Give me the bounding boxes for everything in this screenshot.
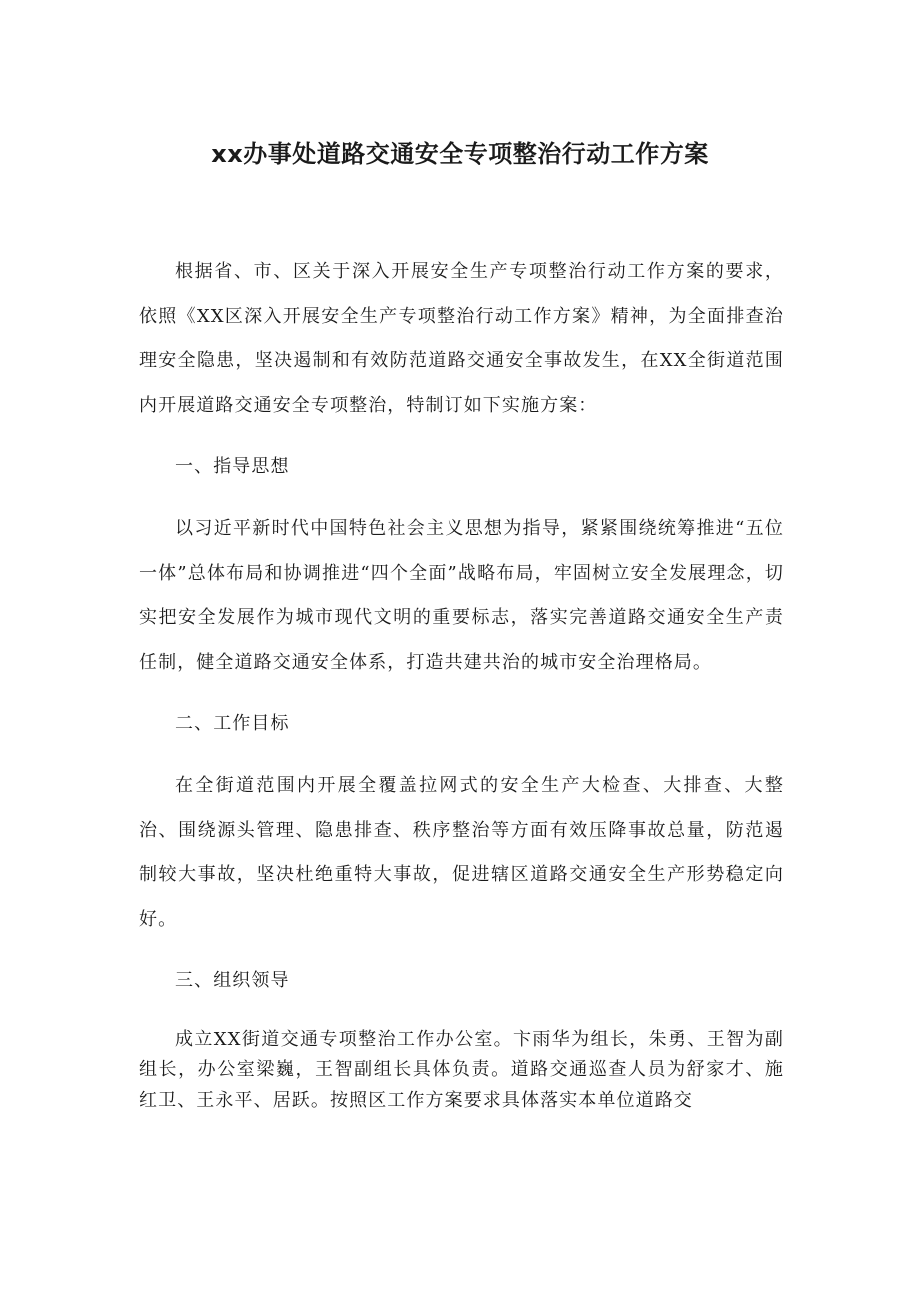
section-heading-work-goals: 二、工作目标 (175, 713, 290, 735)
section-body-organization: 成立XX街道交通专项整治工作办公室。卞雨华为组长，朱勇、王智为副组长，办公室梁巍，王智副组长具体负责。道路交通巡查人员为舒家才、施红卫、王永平、居跃。按照区工作方案要求具体落实本单位道路交 (139, 1028, 784, 1111)
document-title: xx办事处道路交通安全专项整治行动工作方案 (211, 140, 709, 168)
section-body-guiding-ideology: 以习近平新时代中国特色社会主义思想为指导，紧紧围绕统筹推进“五位一体”总体布局和协调推进“四个全面”战略布局，牢固树立安全发展理念，切实把安全发展作为城市现代文明的重要标志，落实完善道路交通安全生产责任制，健全道路交通安全体系，打造共建共治的城市安全治理格局。 (139, 517, 784, 673)
section-heading-guiding-ideology: 一、指导思想 (175, 456, 290, 478)
section-heading-organization: 三、组织领导 (175, 970, 290, 992)
section-body-work-goals: 在全街道范围内开展全覆盖拉网式的安全生产大检查、大排查、大整治、围绕源头管理、隐患排查、秩序整治等方面有效压降事故总量，防范遏制较大事故，坚决杜绝重特大事故，促进辖区道路交通安全生产形势稳定向好。 (139, 774, 784, 930)
document-body (139, 250, 784, 1116)
intro-paragraph: 根据省、市、区关于深入开展安全生产专项整治行动工作方案的要求，依照《XX区深入开展安全生产专项整治行动工作方案》精神，为全面排查治理安全隐患，坚决遏制和有效防范道路交通安全事故发生，在XX全街道范围内开展道路交通安全专项整治，特制订如下实施方案： (139, 261, 784, 416)
